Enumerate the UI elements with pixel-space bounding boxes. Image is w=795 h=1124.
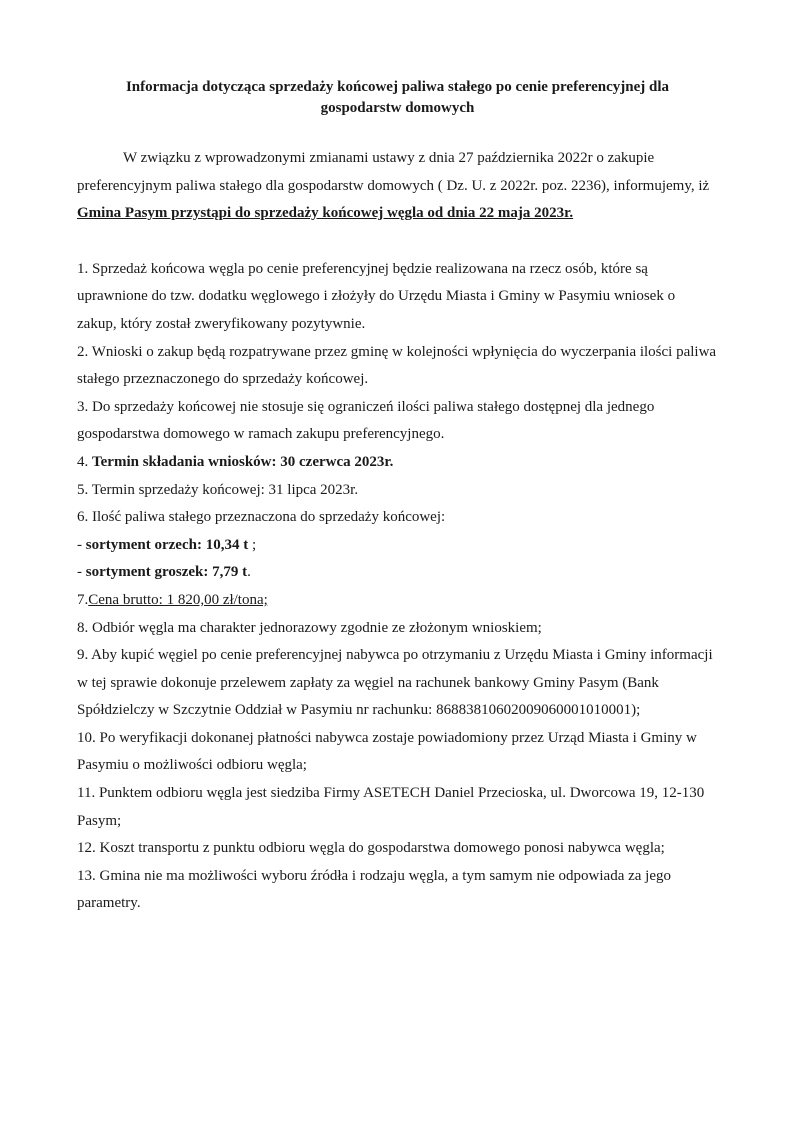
price: Cena brutto: 1 820,00 zł/tona; (88, 591, 268, 608)
list-item-4 (77, 449, 717, 477)
intro-highlight: Gmina Pasym przystąpi do sprzedaży końcowej węgla od dnia 22 maja 2023r. (77, 205, 574, 222)
list-item-7 (77, 587, 717, 615)
list-item-8: 8. Odbiór węgla ma charakter jednorazowy zgodnie ze złożonym wnioskiem; (77, 619, 542, 636)
list-item-2: 2. Wnioski o zakup będą rozpatrywane przez gminę w kolejności wpłynięcia do wyczerpania ilości paliwa stałego przeznaczonego do sprzedaży końcowej. (77, 343, 717, 388)
list-item-13: 13. Gmina nie ma możliwości wyboru źródła i rodzaju węgla, a tym samym nie odpowiada za jego parametry. (77, 867, 672, 912)
orzech-amount: sortyment orzech: 10,34 t (85, 536, 249, 553)
document-title: Informacja dotycząca sprzedaży końcowej paliwa stałego po cenie preferencyjnej dla gospodarstw domowych (125, 79, 670, 116)
dash: - (77, 536, 86, 553)
list-item-10: 10. Po weryfikacji dokonanej płatności nabywca zostaje powiadomiony przez Urząd Miasta i Gminy w Pasymiu o możliwości odbioru węgla; (77, 729, 697, 774)
list-item-3: 3. Do sprzedaży końcowej nie stosuje się ograniczeń ilości paliwa stałego dostępnej dla jednego gospodarstwa domowego w ramach zakupu preferencyjnego. (77, 398, 655, 443)
list-item-9: 9. Aby kupić węgiel po cenie preferencyjnej nabywca po otrzymaniu z Urzędu Miasta i Gminy informacji w tej sprawie dokonuje przelewem zapłaty za węgiel na rachunek bankowy Gminy Pasym (Bank Spółdzielczy w Szczytnie Oddział w Pasymiu nr rachunku: 86883810602009060001010001); (77, 647, 713, 719)
groszek-suffix: . (247, 564, 251, 581)
list-item-5: 5. Termin sprzedaży końcowej: 31 lipca 2023r. (77, 481, 359, 498)
list-item-4-number: 4. (77, 453, 92, 470)
list-item-6-groszek (77, 559, 717, 587)
list-item-11: 11. Punktem odbioru węgla jest siedziba Firmy ASETECH Daniel Przecioska, ul. Dworcowa 19, 12-130 Pasym; (77, 785, 705, 829)
list-item-6-orzech (77, 532, 717, 560)
orzech-suffix: ; (248, 536, 257, 553)
list-item-6: 6. Ilość paliwa stałego przeznaczona do sprzedaży końcowej: (77, 509, 446, 526)
list-item-12: 12. Koszt transportu z punktu odbioru węgla do gospodarstwa domowego ponosi nabywca węgla; (77, 840, 665, 857)
dash: - (77, 564, 86, 581)
intro-text: W związku z wprowadzonymi zmianami ustawy z dnia 27 października 2022r o zakupie preferencyjnym paliwa stałego dla gospodarstw domowych ( Dz. U. z 2022r. poz. 2236), informujemy, iż (77, 150, 710, 194)
intro-paragraph (77, 145, 717, 228)
list-item-7-number: 7. (77, 591, 89, 608)
groszek-amount: sortyment groszek: 7,79 t (85, 564, 248, 581)
list-item-4-deadline: Termin składania wniosków: 30 czerwca 2023r. (92, 453, 394, 470)
document-body (77, 145, 717, 918)
paragraph-spacer (77, 228, 717, 256)
list-item-1: 1. Sprzedaż końcowa węgla po cenie preferencyjnej będzie realizowana na rzecz osób, które są uprawnione do tzw. dodatku węglowego i złożyły do Urzędu Miasta i Gminy w Pasymiu wniosek o zakup, który został zweryfikowany pozytywnie. (77, 260, 676, 332)
